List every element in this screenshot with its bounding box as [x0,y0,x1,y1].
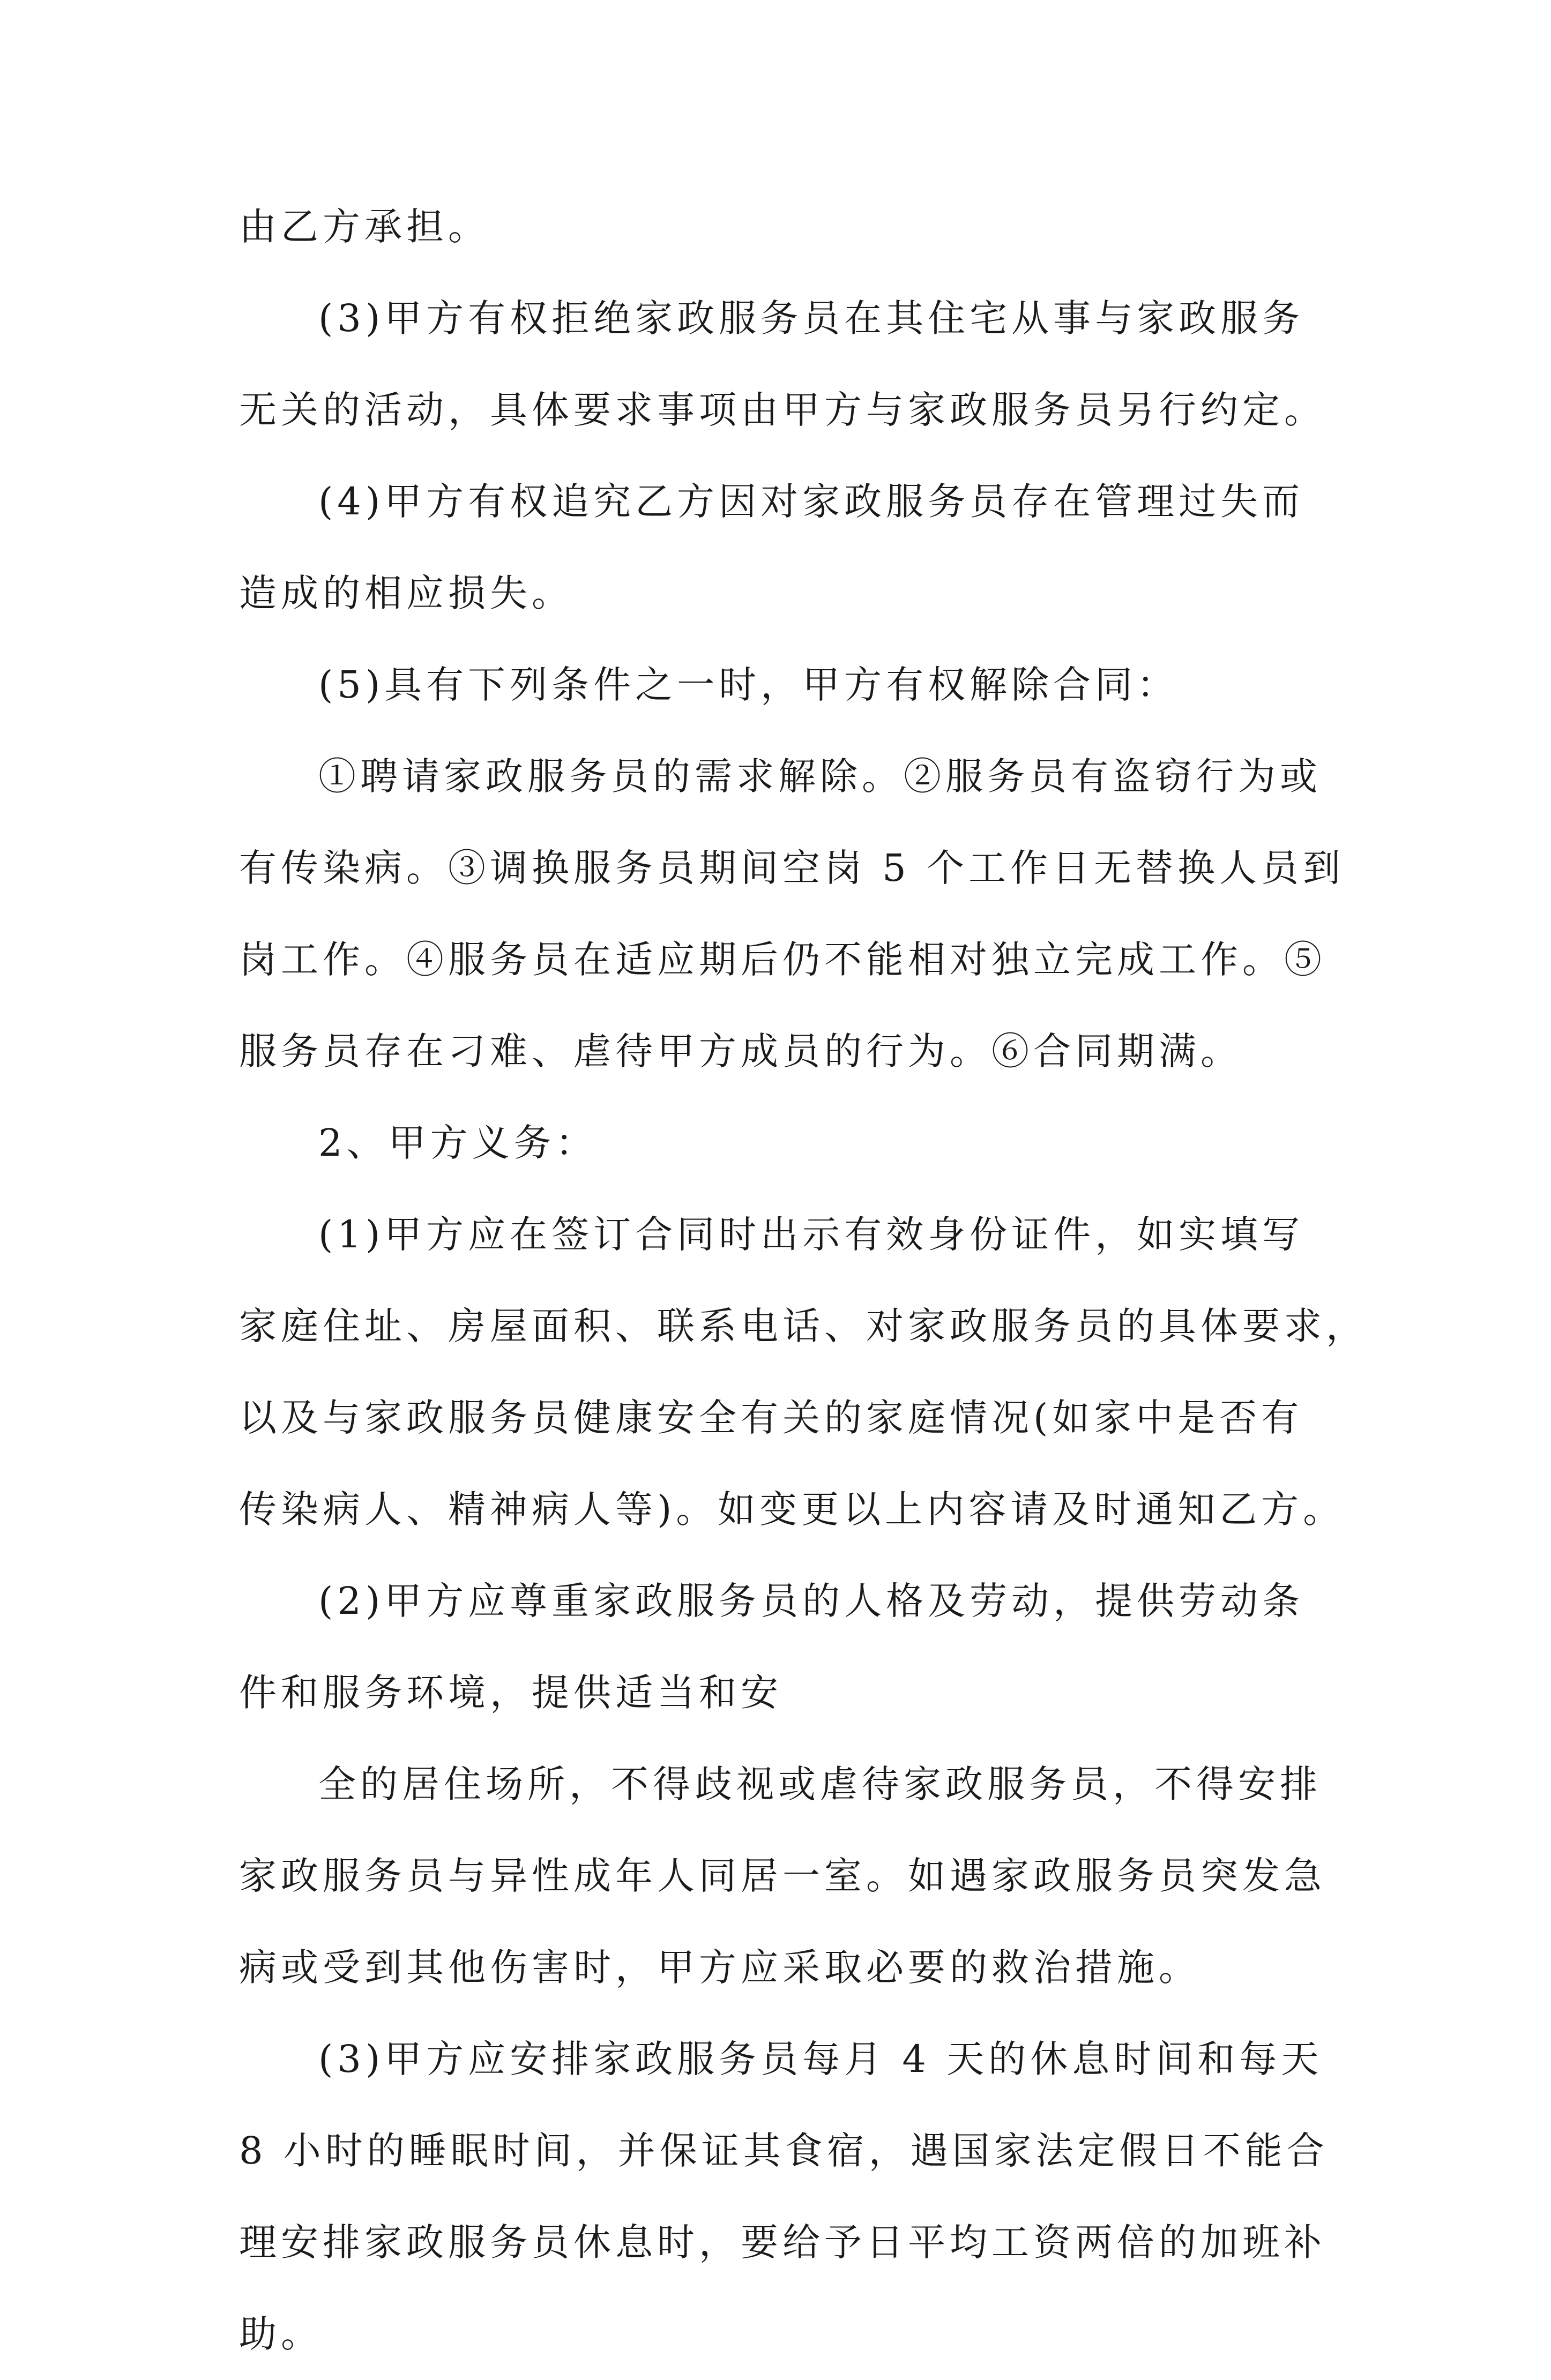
text-line: 8 小时的睡眠时间，并保证其食宿，遇国家法定假日不能合 [239,2129,1329,2173]
text-line: (4)甲方有权追究乙方因对家政服务员存在管理过失而 [318,480,1304,523]
document-body [239,181,1375,2380]
text-line: 造成的相应损失。 [239,571,573,615]
text-line: (3)甲方应安排家政服务员每月 4 天的休息时间和每天 [318,2037,1323,2081]
text-line: 有传染病。③调换服务员期间空岗 5 个工作日无替换人员到 [239,846,1345,890]
text-line: 理安排家政服务员休息时，要给予日平均工资两倍的加班补 [239,2220,1326,2264]
text-line: 家庭住址、房屋面积、联系电话、对家政服务员的具体要求， [239,1304,1368,1348]
text-line: 无关的活动，具体要求事项由甲方与家政服务员另行约定。 [239,388,1326,432]
text-line: 服务员存在刁难、虐待甲方成员的行为。⑥合同期满。 [239,1029,1242,1073]
text-line: (5)具有下列条件之一时，甲方有权解除合同： [318,663,1179,707]
text-line: 病或受到其他伤害时，甲方应采取必要的救治措施。 [239,1945,1200,1989]
text-line: 岗工作。④服务员在适应期后仍不能相对独立完成工作。⑤ [239,938,1326,982]
text-line: (1)甲方应在签订合同时出示有效身份证件，如实填写 [318,1213,1304,1256]
text-line: 家政服务员与异性成年人同居一室。如遇家政服务员突发急 [239,1854,1326,1898]
text-line: 件和服务环境，提供适当和安 [239,1671,782,1715]
text-line: 全的居住场所，不得歧视或虐待家政服务员，不得安排 [318,1762,1322,1806]
text-line: 传染病人、精神病人等)。如变更以上内容请及时通知乙方。 [239,1487,1345,1531]
text-line: 2、甲方义务： [318,1121,598,1165]
text-line: 以及与家政服务员健康安全有关的家庭情况(如家中是否有 [239,1396,1303,1440]
text-line: 由乙方承担。 [239,205,490,249]
text-line: 助。 [239,2312,323,2356]
text-line: (3)甲方有权拒绝家政服务员在其住宅从事与家政服务 [318,296,1304,340]
text-line: (2)甲方应尊重家政服务员的人格及劳动，提供劳动条 [318,1579,1304,1623]
text-line: ①聘请家政服务员的需求解除。②服务员有盗窃行为或 [318,754,1322,798]
